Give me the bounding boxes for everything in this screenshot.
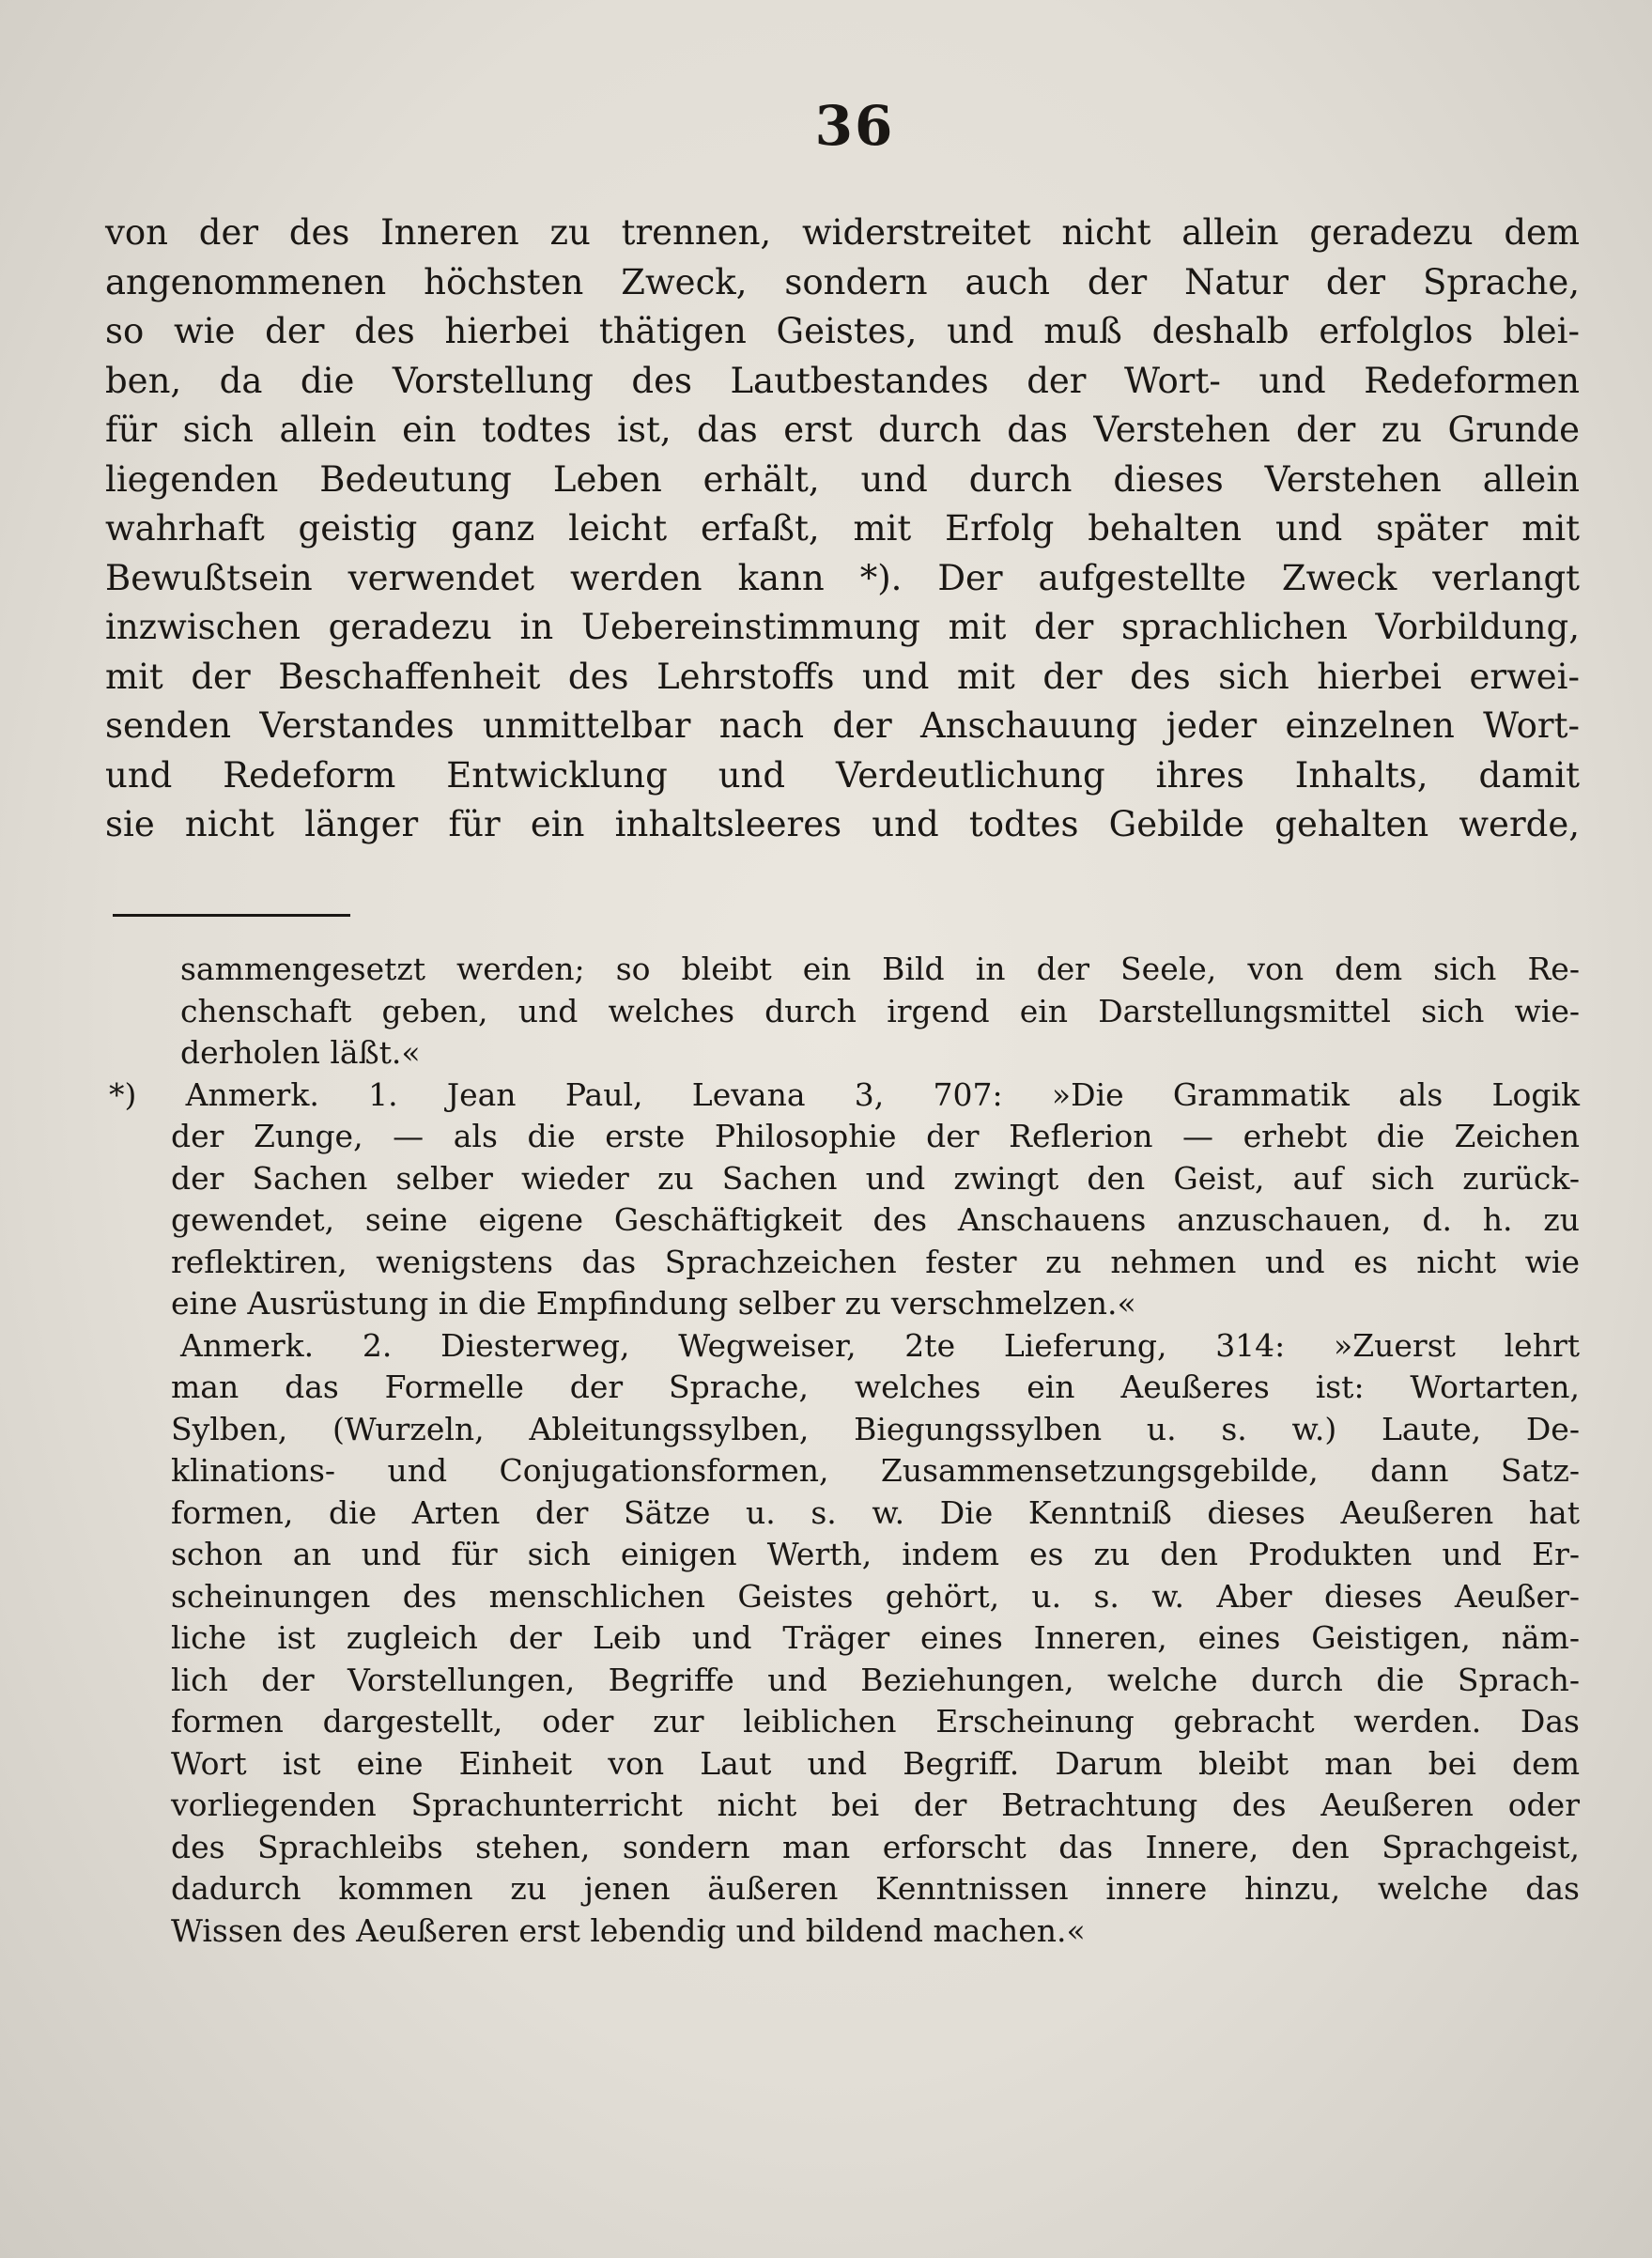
note-2-line: formen, die Arten der Sätze u. s. w. Die Kenntniß dieses Aeußeren hat: [171, 1493, 1580, 1531]
text-line: für sich allein ein todtes ist, das erst durch das Verstehen der zu Grunde: [105, 410, 1580, 450]
footnote-continuation-line: chenschaft geben, und welches durch irgend ein Darstellungsmittel sich wie-: [180, 992, 1580, 1029]
note-2-line: Wort ist eine Einheit von Laut und Begriff. Darum bleibt man bei dem: [171, 1744, 1580, 1782]
footnote-continuation-line: derholen läßt.«: [180, 1034, 421, 1071]
note-2-line: man das Formelle der Sprache, welches ein Aeußeres ist: Wortarten,: [171, 1369, 1580, 1405]
text-line: ben, da die Vorstellung des Lautbestandes der Wort- und Redeformen: [105, 360, 1580, 401]
note-1-line: reflektiren, wenigstens das Sprachzeichen fester zu nehmen und es nicht wie: [171, 1243, 1580, 1280]
text-line: mit der Beschaffenheit des Lehrstoffs und mit der des sich hierbei erwei-: [105, 656, 1580, 697]
note-2-line: des Sprachleibs stehen, sondern man erforscht das Innere, den Sprachgeist,: [171, 1828, 1580, 1865]
note-2-line: dadurch kommen zu jenen äußeren Kenntnissen innere hinzu, welche das: [171, 1870, 1580, 1907]
footnotes: [109, 949, 1580, 1952]
note-2-line: scheinungen des menschlichen Geistes gehört, u. s. w. Aber dieses Aeußer-: [171, 1577, 1580, 1615]
text-line: inzwischen geradezu in Uebereinstimmung mit der sprachlichen Vorbildung,: [105, 607, 1580, 647]
text-line: wahrhaft geistig ganz leicht erfaßt, mit Erfolg behalten und später mit: [105, 508, 1580, 549]
note-2-line: Anmerk. 2. Diesterweg, Wegweiser, 2te Lieferung, 314: »Zuerst lehrt: [180, 1326, 1580, 1364]
text-line: senden Verstandes unmittelbar nach der Anschauung jeder einzelnen Wort-: [105, 705, 1580, 746]
note-2-line: liche ist zugleich der Leib und Träger eines Inneren, eines Geistigen, näm-: [171, 1619, 1580, 1656]
note-2-line: formen dargestellt, oder zur leiblichen Erscheinung gebracht werden. Das: [171, 1703, 1580, 1740]
note-1-line: *) Anmerk. 1. Jean Paul, Levana 3, 707: »Die Grammatik als Logik: [109, 1075, 1580, 1113]
note-2-line: vorliegenden Sprachunterricht nicht bei der Betrachtung des Aeußeren oder: [171, 1786, 1580, 1823]
text-line: Bewußtsein verwendet werden kann *). Der aufgestellte Zweck verlangt: [105, 557, 1580, 598]
text-line: von der des Inneren zu trennen, widerstreitet nicht allein geradezu dem: [105, 212, 1580, 253]
page-number: 36: [814, 94, 895, 158]
text-line: liegenden Bedeutung Leben erhält, und durch dieses Verstehen allein: [105, 458, 1580, 500]
note-1-line: eine Ausrüstung in die Empfindung selber zu verschmelzen.«: [171, 1285, 1136, 1322]
main-text: [105, 209, 1580, 850]
footnote-continuation-line: sammengesetzt werden; so bleibt ein Bild in der Seele, von dem sich Re-: [180, 951, 1580, 987]
note-2-line: Sylben, (Wurzeln, Ableitungssylben, Biegungssylben u. s. w.) Laute, De-: [171, 1410, 1580, 1447]
note-1-line: gewendet, seine eigene Geschäftigkeit des Anschauens anzuschauen, d. h. zu: [171, 1201, 1580, 1238]
note-1-line: der Zunge, — als die erste Philosophie der Reflerion — erhebt die Zeichen: [171, 1118, 1580, 1154]
note-2-line: schon an und für sich einigen Werth, indem es zu den Produkten und Er-: [171, 1536, 1580, 1572]
text-line: angenommenen höchsten Zweck, sondern auch der Natur der Sprache,: [105, 261, 1580, 302]
note-1-line: der Sachen selber wieder zu Sachen und zwingt den Geist, auf sich zurück-: [171, 1159, 1580, 1197]
text-line: und Redeform Entwicklung und Verdeutlichung ihres Inhalts, damit: [105, 754, 1580, 796]
note-2-line: lich der Vorstellungen, Begriffe und Beziehungen, welche durch die Sprach-: [171, 1661, 1580, 1698]
note-2-line: Wissen des Aeußeren erst lebendig und bildend machen.«: [171, 1911, 1086, 1949]
note-2-line: klinations- und Conjugationsformen, Zusammensetzungsgebilde, dann Satz-: [171, 1452, 1580, 1489]
text-line: so wie der des hierbei thätigen Geistes, und muß deshalb erfolglos blei-: [105, 311, 1580, 351]
footnote-rule: [113, 914, 350, 917]
text-line: sie nicht länger für ein inhaltsleeres und todtes Gebilde gehalten werde,: [105, 804, 1580, 844]
